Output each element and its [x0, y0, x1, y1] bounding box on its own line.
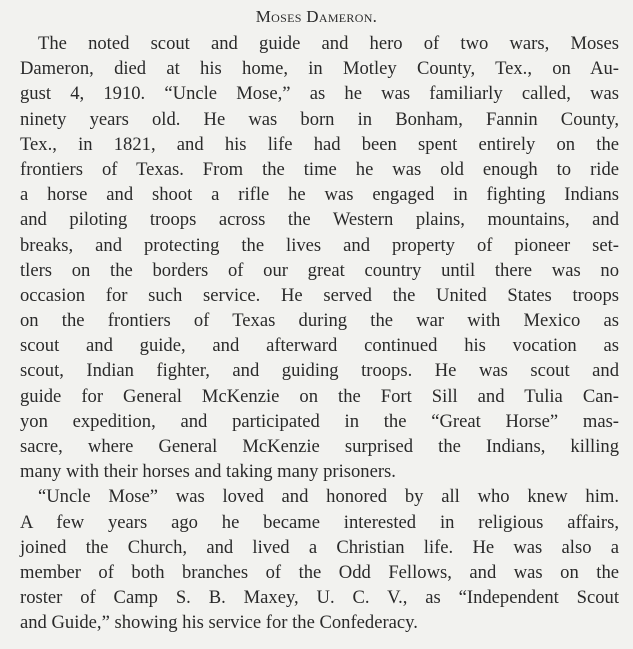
- text-line: guide for General McKenzie on the Fort Sill and Tulia Can-: [20, 385, 619, 407]
- text-line: joined the Church, and lived a Christian life. He was also a: [20, 536, 619, 558]
- text-line: and piloting troops across the Western plains, mountains, and: [20, 209, 619, 231]
- text-line: yon expedition, and participated in the “Great Horse” mas-: [20, 410, 619, 432]
- text-line: Tex., in 1821, and his life had been spent entirely on the: [20, 133, 619, 155]
- text-line: a horse and shoot a rifle he was engaged in fighting Indians: [20, 184, 619, 206]
- text-line: occasion for such service. He served the United States troops: [20, 284, 619, 306]
- text-line: ninety years old. He was born in Bonham, Fannin County,: [20, 108, 619, 130]
- text-line: scout and guide, and afterward continued his vocation as: [20, 335, 619, 357]
- article-body: [20, 31, 619, 636]
- article-title: Moses Dameron.: [255, 7, 378, 26]
- text-line: member of both branches of the Odd Fellows, and was on the: [20, 561, 619, 583]
- text-line: roster of Camp S. B. Maxey, U. C. V., as “Independent Scout: [20, 587, 619, 609]
- text-line: tlers on the borders of our great country until there was no: [20, 259, 619, 281]
- text-line: frontiers of Texas. From the time he was old enough to ride: [20, 158, 619, 180]
- text-line: many with their horses and taking many prisoners.: [20, 461, 396, 483]
- text-line: The noted scout and guide and hero of two wars, Moses: [38, 33, 619, 54]
- text-line: scout, Indian fighter, and guiding troops. He was scout and: [20, 360, 619, 382]
- text-line: “Uncle Mose” was loved and honored by all who knew him.: [38, 486, 619, 508]
- text-line: breaks, and protecting the lives and property of pioneer set-: [20, 234, 619, 256]
- text-line: Dameron, died at his home, in Motley County, Tex., on Au-: [20, 58, 619, 80]
- text-line: sacre, where General McKenzie surprised the Indians, killing: [20, 436, 619, 457]
- text-line: and Guide,” showing his service for the Confederacy.: [20, 612, 418, 634]
- text-line: on the frontiers of Texas during the war with Mexico as: [20, 310, 619, 332]
- text-line: gust 4, 1910. “Uncle Mose,” as he was familiarly called, was: [20, 83, 619, 105]
- text-line: A few years ago he became interested in religious affairs,: [20, 511, 619, 533]
